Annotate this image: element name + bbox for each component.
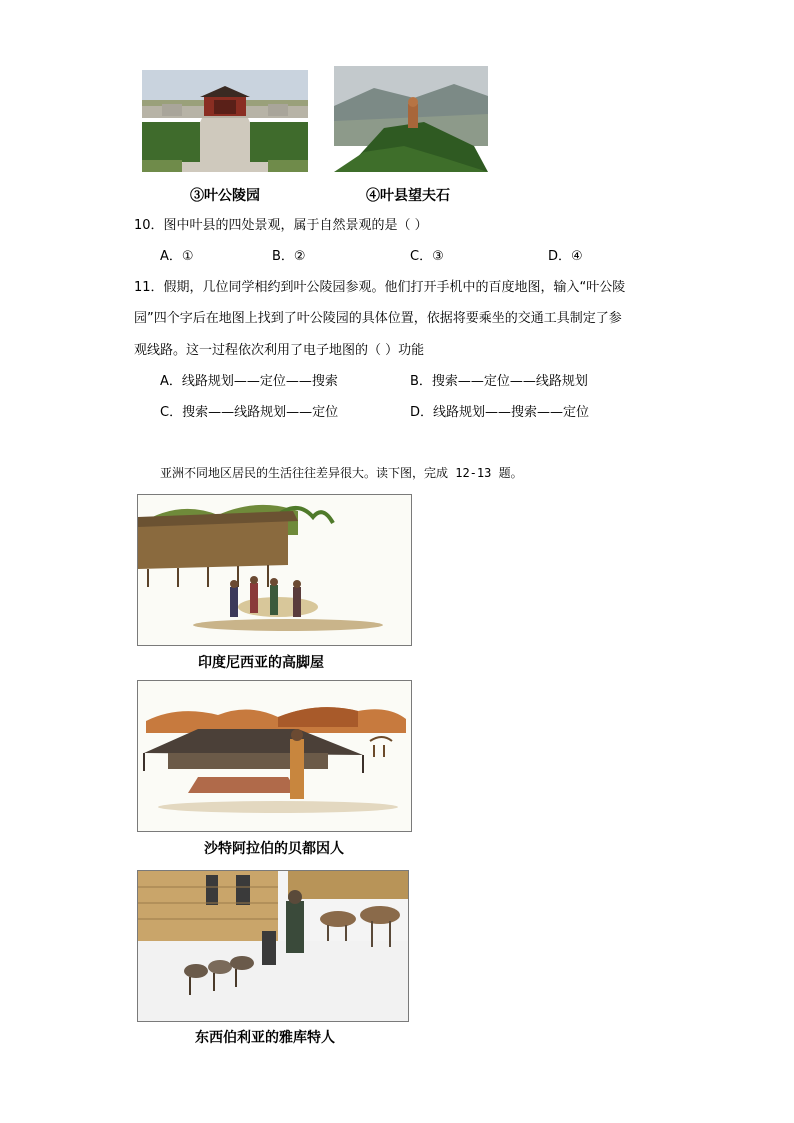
q11-option-c: C．搜索——线路规划——定位 (160, 405, 339, 420)
q10-option-c: C．③ (410, 249, 444, 264)
q10-option-a: A．① (160, 249, 194, 264)
caption-photo3: ③叶公陵园 (190, 188, 260, 204)
photo-tomb-garden (142, 70, 308, 172)
figure-stilt-house (137, 494, 412, 646)
question-11-line3: 观线路。这一过程依次利用了电子地图的（ ）功能 (134, 343, 425, 358)
q10-option-b: B．② (272, 249, 306, 264)
question-10-stem: 10．图中叶县的四处景观，属于自然景观的是（ ） (134, 218, 428, 233)
caption-fig1: 印度尼西亚的高脚屋 (198, 655, 324, 671)
section-intro: 亚洲不同地区居民的生活往往差异很大。读下图，完成 12-13 题。 (160, 466, 523, 480)
question-11-line1: 11．假期，几位同学相约到叶公陵园参观。他们打开手机中的百度地图，输入“叶公陵 (134, 280, 626, 295)
figure-yakut (137, 870, 409, 1022)
q11-option-a: A．线路规划——定位——搜索 (160, 374, 338, 389)
q10-option-d: D．④ (548, 249, 583, 264)
q11-option-d: D．线路规划——搜索——定位 (410, 405, 590, 420)
figure-bedouin-tent (137, 680, 412, 832)
question-11-line2: 园”四个字后在地图上找到了叶公陵园的具体位置，依据将要乘坐的交通工具制定了参 (134, 311, 622, 326)
photo-wangfu-stone (334, 66, 488, 172)
caption-fig2: 沙特阿拉伯的贝都因人 (204, 841, 344, 857)
caption-fig3: 东西伯利亚的雅库特人 (195, 1030, 335, 1046)
caption-photo4: ④叶县望夫石 (366, 188, 450, 204)
q11-option-b: B．搜索——定位——线路规划 (410, 374, 588, 389)
